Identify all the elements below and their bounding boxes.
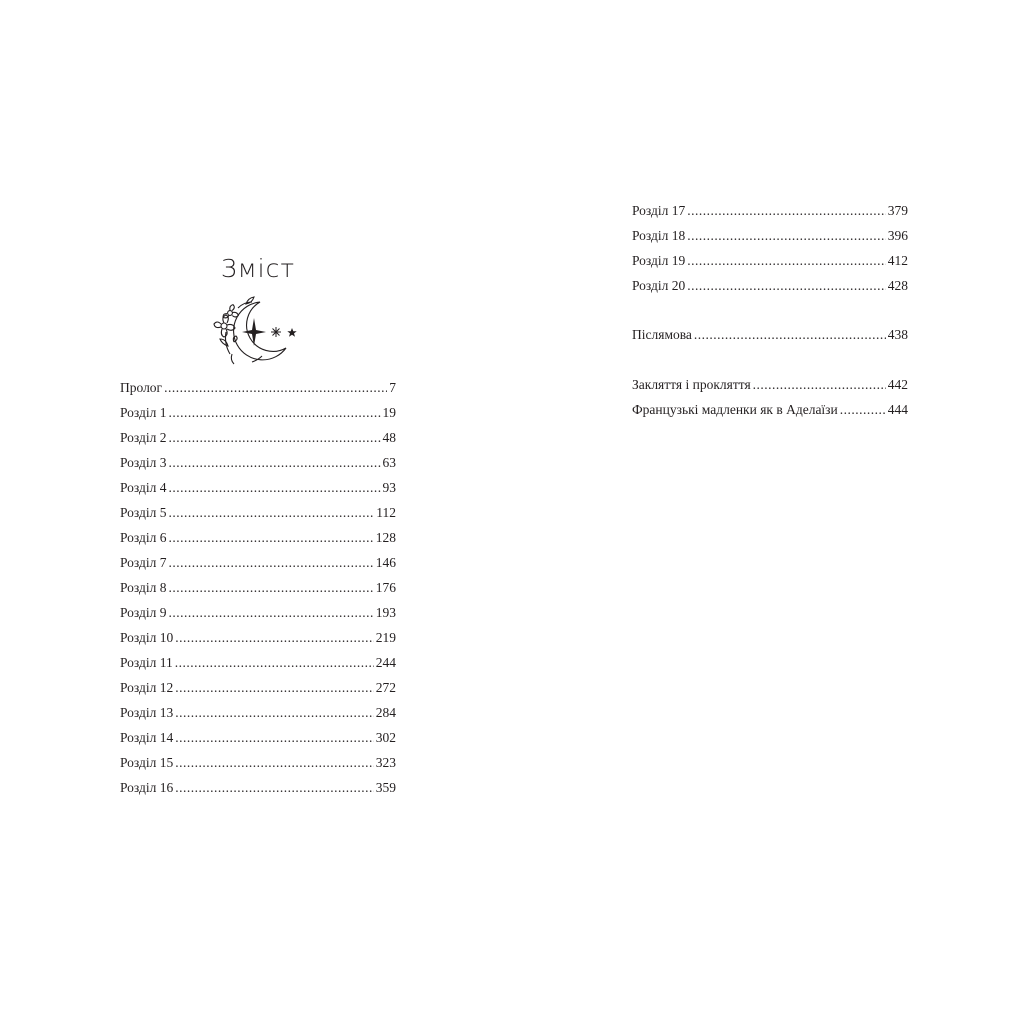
dot-leader: [753, 375, 886, 395]
toc-entry-page-number: 442: [887, 377, 908, 392]
toc-entry[interactable]: [120, 703, 396, 728]
toc-entry[interactable]: [120, 728, 396, 753]
toc-entry[interactable]: [120, 553, 396, 578]
toc-list-left: [120, 378, 396, 803]
toc-entry-label: Розділ 1: [120, 405, 167, 420]
dot-leader: [164, 378, 387, 398]
toc-entry-page-number: 63: [382, 455, 396, 470]
toc-entry[interactable]: [120, 678, 396, 703]
toc-entry-label: Розділ 17: [632, 203, 686, 218]
toc-entry[interactable]: [120, 403, 396, 428]
right-page: [512, 0, 1024, 1024]
toc-entry-page-number: 19: [382, 405, 396, 420]
toc-entry-label: Розділ 11: [120, 655, 173, 670]
dot-leader: [687, 226, 886, 246]
toc-entry-page-number: 379: [887, 203, 908, 218]
toc-entry-label: Розділ 9: [120, 605, 167, 620]
dot-leader: [169, 578, 374, 598]
toc-title: Зміст: [220, 254, 296, 283]
toc-entry-page-number: 112: [376, 505, 396, 520]
toc-entry[interactable]: [120, 428, 396, 453]
toc-entry[interactable]: [632, 325, 908, 350]
toc-entry-label: Розділ 3: [120, 455, 167, 470]
toc-entry-label: Розділ 8: [120, 580, 167, 595]
dot-leader: [169, 528, 374, 548]
toc-entry-label: Розділ 14: [120, 730, 174, 745]
dot-leader: [169, 453, 381, 473]
toc-entry-label: Післямова: [632, 327, 692, 342]
dot-leader: [175, 653, 374, 673]
crescent-moon-flowers-stars-icon: [208, 296, 308, 366]
toc-entry-page-number: 428: [887, 278, 908, 293]
toc-entry-page-number: 193: [375, 605, 396, 620]
toc-entry-label: Розділ 18: [632, 228, 686, 243]
toc-entry[interactable]: [632, 201, 908, 226]
dot-leader: [169, 503, 375, 523]
dot-leader: [687, 251, 886, 271]
toc-list-chapters-continued: [632, 201, 908, 301]
toc-entry[interactable]: [120, 603, 396, 628]
toc-entry-label: Розділ 13: [120, 705, 174, 720]
dot-leader: [840, 400, 886, 420]
toc-entry-label: Розділ 4: [120, 480, 167, 495]
toc-entry-label: Розділ 5: [120, 505, 167, 520]
dot-leader: [175, 753, 374, 773]
toc-entry-label: Закляття і прокляття: [632, 377, 751, 392]
toc-entry-page-number: 93: [382, 480, 396, 495]
toc-entry-label: Французькі мадленки як в Аделаїзи: [632, 402, 838, 417]
toc-entry-label: Розділ 6: [120, 530, 167, 545]
toc-entry-page-number: 444: [887, 402, 908, 417]
toc-entry[interactable]: [120, 378, 396, 403]
dot-leader: [175, 703, 374, 723]
toc-entry-page-number: 359: [375, 780, 396, 795]
toc-entry-label: Розділ 2: [120, 430, 167, 445]
dot-leader: [169, 478, 381, 498]
toc-entry-page-number: 219: [375, 630, 396, 645]
toc-entry-page-number: 48: [382, 430, 396, 445]
dot-leader: [169, 553, 374, 573]
toc-entry[interactable]: [120, 578, 396, 603]
toc-entry[interactable]: [120, 503, 396, 528]
toc-entry-page-number: 244: [375, 655, 396, 670]
toc-entry-label: Розділ 7: [120, 555, 167, 570]
toc-list-extras: [632, 375, 908, 425]
dot-leader: [169, 428, 381, 448]
toc-entry-page-number: 128: [375, 530, 396, 545]
toc-entry-page-number: 302: [375, 730, 396, 745]
toc-entry[interactable]: [632, 226, 908, 251]
toc-entry-label: Розділ 10: [120, 630, 174, 645]
toc-entry[interactable]: [632, 400, 908, 425]
toc-entry-page-number: 146: [375, 555, 396, 570]
toc-entry[interactable]: [632, 276, 908, 301]
toc-entry[interactable]: [120, 453, 396, 478]
toc-entry-page-number: 176: [375, 580, 396, 595]
toc-entry-label: Пролог: [120, 380, 163, 395]
toc-entry-page-number: 438: [887, 327, 908, 342]
toc-entry-page-number: 396: [887, 228, 908, 243]
toc-entry-page-number: 272: [375, 680, 396, 695]
toc-entry[interactable]: [120, 753, 396, 778]
dot-leader: [175, 678, 374, 698]
toc-entry[interactable]: [120, 628, 396, 653]
toc-entry-label: Розділ 15: [120, 755, 174, 770]
dot-leader: [175, 778, 374, 798]
toc-entry-page-number: 284: [375, 705, 396, 720]
toc-entry-page-number: 412: [887, 253, 908, 268]
toc-entry[interactable]: [632, 251, 908, 276]
dot-leader: [175, 628, 374, 648]
dot-leader: [687, 276, 886, 296]
dot-leader: [169, 603, 374, 623]
toc-entry-page-number: 323: [375, 755, 396, 770]
dot-leader: [687, 201, 886, 221]
toc-entry[interactable]: [632, 375, 908, 400]
toc-entry[interactable]: [120, 653, 396, 678]
toc-entry-label: Розділ 12: [120, 680, 174, 695]
toc-entry[interactable]: [120, 778, 396, 803]
toc-entry[interactable]: [120, 528, 396, 553]
toc-list-afterword: [632, 325, 908, 350]
dot-leader: [169, 403, 381, 423]
toc-entry[interactable]: [120, 478, 396, 503]
dot-leader: [175, 728, 374, 748]
toc-entry-label: Розділ 16: [120, 780, 174, 795]
toc-entry-label: Розділ 19: [632, 253, 686, 268]
toc-entry-page-number: 7: [389, 380, 396, 395]
dot-leader: [694, 325, 886, 345]
toc-entry-label: Розділ 20: [632, 278, 686, 293]
